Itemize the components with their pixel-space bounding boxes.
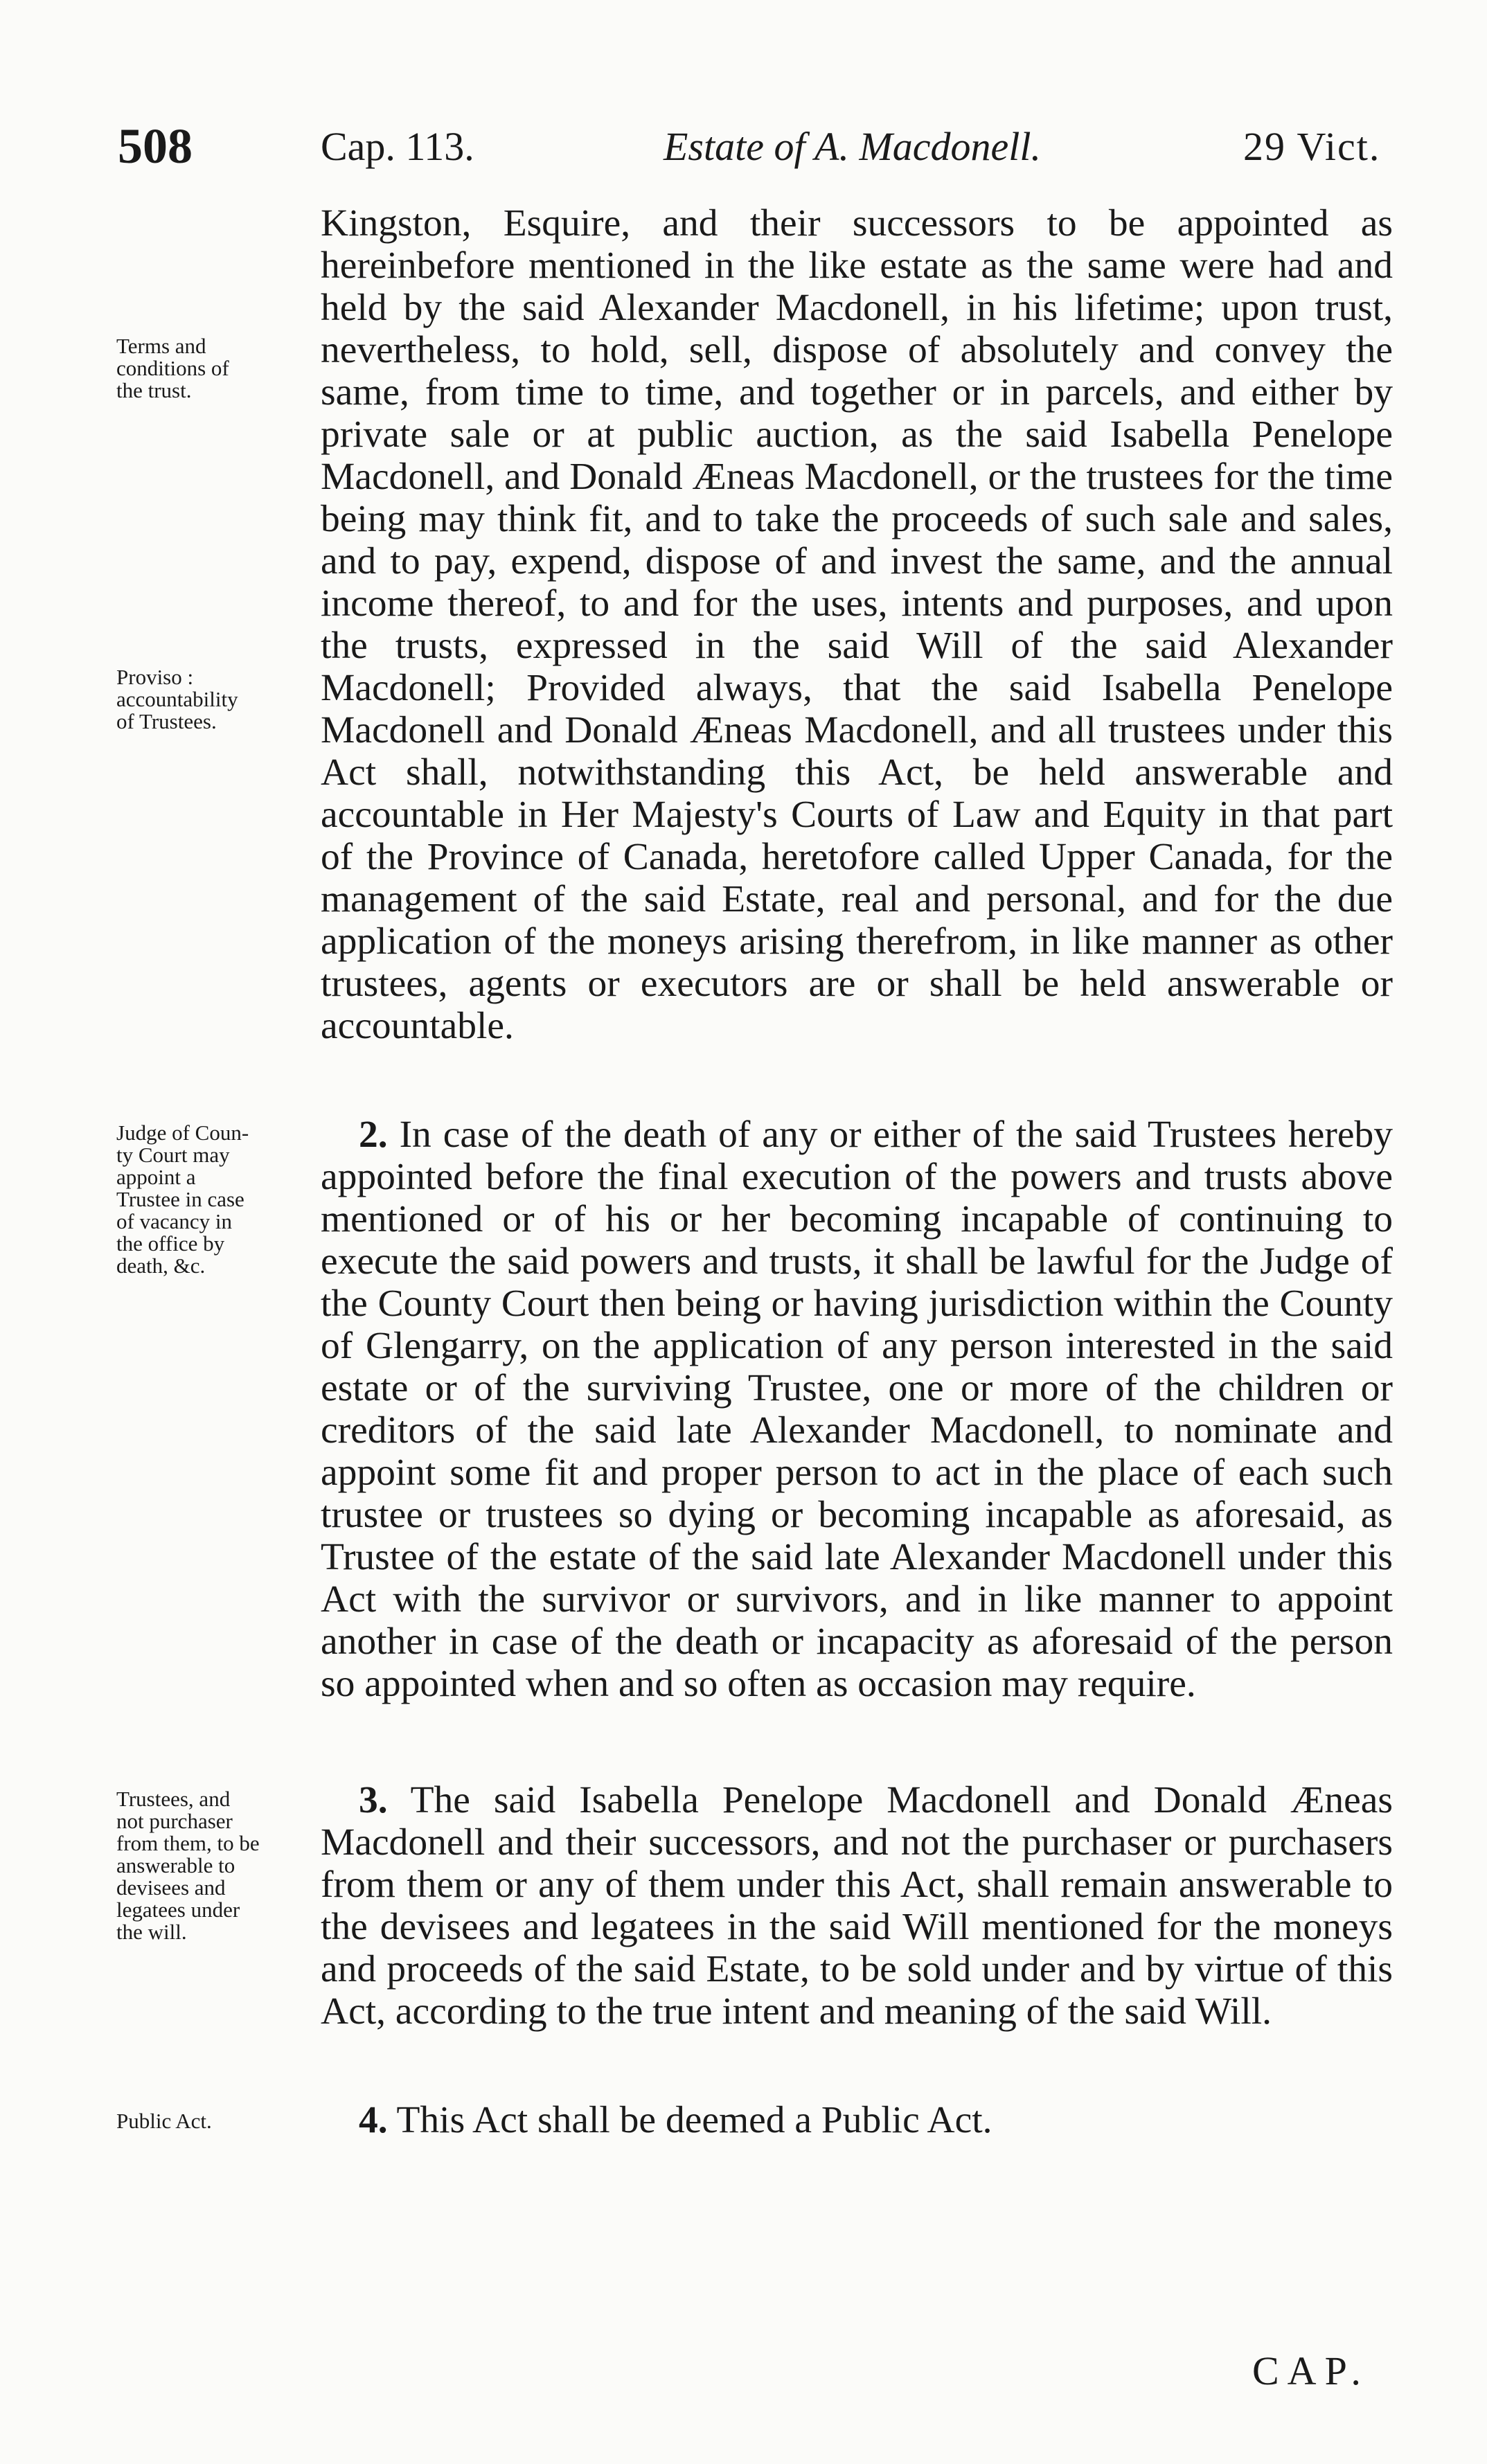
note-line: ty Court may	[116, 1143, 230, 1167]
note-line: Proviso :	[116, 665, 194, 689]
note-line: legatees under	[116, 1898, 240, 1922]
note-line: devisees and	[116, 1875, 226, 1900]
section-2	[321, 1114, 1393, 1705]
note-line: of vacancy in	[116, 1209, 232, 1233]
section-3	[321, 1779, 1393, 2033]
running-header	[0, 118, 1487, 180]
note-line: conditions of	[116, 356, 229, 380]
intro-paragraph: Kingston, Esquire, and their successors to be appointed as hereinbefore mentioned in the like estate as the same were had and held by the said Alexander Macdonell, in his lifetime; upon trust, nevertheless, to hold, sell, dispose of absolutely and convey the same, from time to time, and together or in parcels, and either by private sale or at public auction, as the said Isabella Penelope Macdonell, and Donald Æneas Macdonell, or the trustees for the time being may think fit, and to take the proceeds of such sale and sales, and to pay, expend, dispose of and invest the same, and the annual income thereof, to and for the uses, intents and purposes, and upon the trusts, expressed in the said Will of the said Alexander Macdonell; Provided always, that the said Isabella Penelope Macdonell and Donald Æneas Macdonell, and all trustees under this Act shall, notwithstanding this Act, be held answerable and accountable in Her Majesty's Courts of Law and Equity in that part of the Province of Canada, heretofore called Upper Canada, for the management of the said Estate, real and personal, and for the due application of the moneys arising therefrom, in like manner as other trustees, agents or executors are or shall be held answerable or accountable.	[321, 202, 1393, 1047]
section-2-number: 2.	[359, 1114, 388, 1156]
chapter-number: Cap. 113.	[321, 124, 474, 169]
marginal-note-trustees	[116, 1788, 314, 1943]
catchword: CAP.	[1252, 2348, 1369, 2393]
page-number: 508	[118, 118, 193, 174]
note-line: of Trustees.	[116, 709, 217, 733]
running-title: Estate of A. Macdonell.	[664, 124, 1041, 169]
note-line: Terms and	[116, 334, 206, 358]
note-line: accountability	[116, 687, 238, 711]
note-line: the trust.	[116, 378, 192, 402]
marginal-note-judge	[116, 1122, 314, 1277]
intro-block	[321, 202, 1393, 1047]
note-line: answerable to	[116, 1853, 235, 1877]
section-4-block	[321, 2099, 1393, 2141]
note-line: Public Act.	[116, 2109, 212, 2133]
note-line: the office by	[116, 1231, 225, 1256]
note-line: Trustee in case	[116, 1187, 244, 1211]
section-3-block	[321, 1779, 1393, 2033]
section-4-number: 4.	[359, 2099, 388, 2141]
note-line: Trustees, and	[116, 1787, 231, 1811]
section-4-text: This Act shall be deemed a Public Act.	[396, 2099, 992, 2141]
marginal-note-proviso	[116, 666, 314, 733]
note-line: not purchaser	[116, 1809, 233, 1833]
section-2-text: In case of the death of any or either of the said Trustees hereby appointed before the final execution of the powers and trusts above mentioned or of his or her becoming incapable of continuing to execute the said powers and trusts, it shall be lawful for the Judge of the County Court then being or having jurisdiction within the County of Glengarry, on the application of any person interested in the said estate or of the surviving Trustee, one or more of the children or creditors of the said late Alexander Macdonell, to nominate and appoint some fit and proper person to act in the place of each such trustee or trustees so dying or becoming incapable as aforesaid, as Trustee of the estate of the said late Alexander Macdonell under this Act with the survivor or survivors, and in like manner to appoint another in case of the death or incapacity as aforesaid of the person so appointed when and so often as occasion may require.	[321, 1114, 1393, 1705]
marginal-note-terms	[116, 335, 314, 402]
section-3-text: The said Isabella Penelope Macdonell and Donald Æneas Macdonell and their successors, and not the purchaser or purchasers from them or any of them under this Act, shall remain answerable to the devisees and legatees in the said Will mentioned for the moneys and proceeds of the said Estate, to be sold under and by virtue of this Act, according to the true intent and meaning of the said Will.	[321, 1779, 1393, 2033]
note-line: Judge of Coun-	[116, 1121, 249, 1145]
note-line: the will.	[116, 1920, 187, 1944]
note-line: from them, to be	[116, 1831, 260, 1855]
section-2-block	[321, 1114, 1393, 1705]
note-line: appoint a	[116, 1165, 196, 1189]
marginal-note-public-act	[116, 2110, 314, 2132]
regnal-year: 29 Vict.	[1243, 124, 1381, 169]
section-3-number: 3.	[359, 1779, 388, 1821]
note-line: death, &c.	[116, 1253, 206, 1278]
section-4	[321, 2099, 1393, 2141]
